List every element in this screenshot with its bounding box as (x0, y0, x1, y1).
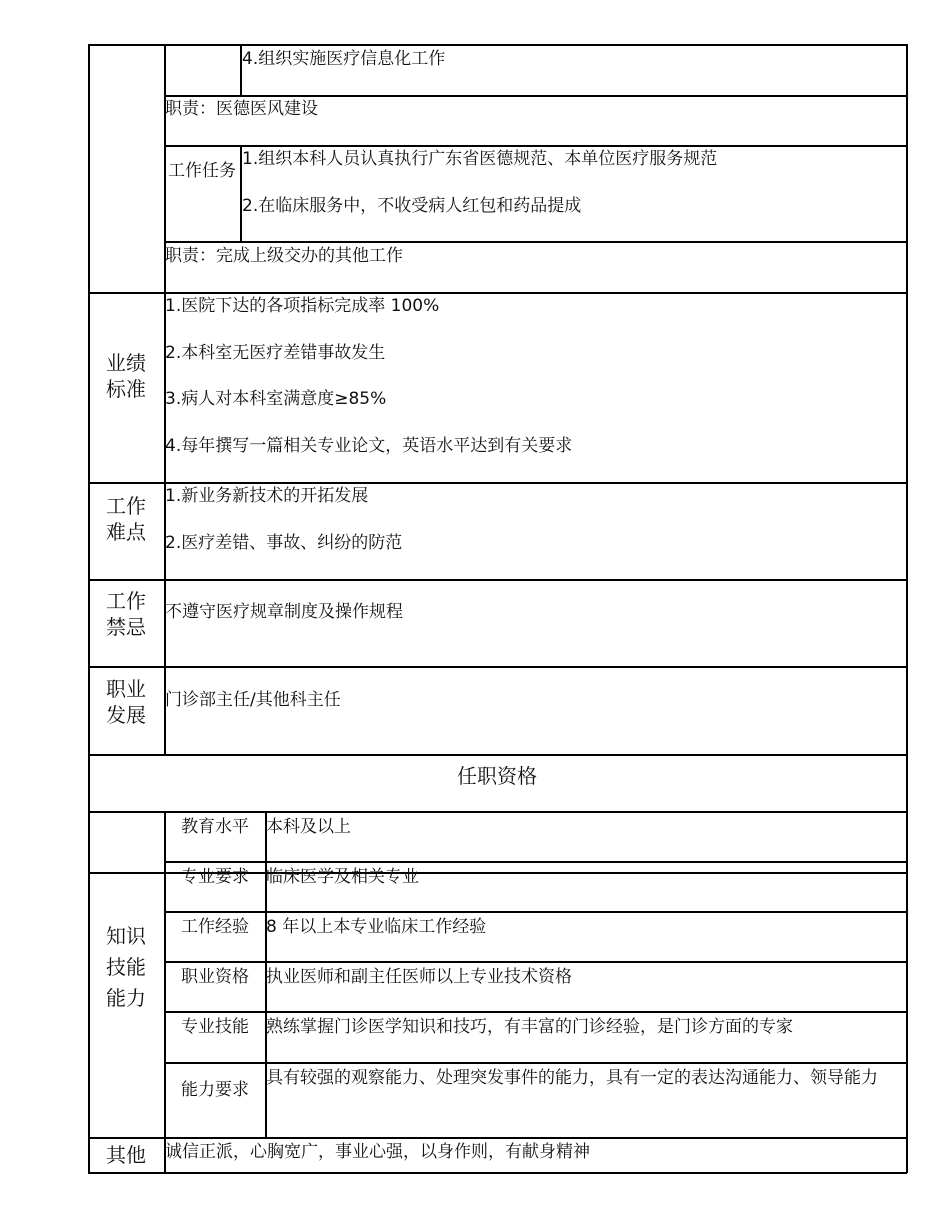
table-left-border-lower (88, 872, 90, 1173)
knowledge-row-divider (164, 861, 907, 863)
task-item: 4.组织实施医疗信息化工作 (242, 49, 446, 69)
duty-heading: 职责：医德医风建设 (165, 99, 318, 119)
knowledge-value: 具有较强的观察能力、处理突发事件的能力，具有一定的表达沟通能力、领导能力 (266, 1068, 878, 1088)
difficulties-label: 工作难点 (106, 494, 146, 544)
knowledge-key: 能力要求 (181, 1080, 249, 1100)
section-divider (88, 754, 907, 756)
row-divider (164, 95, 907, 97)
knowledge-value: 熟练掌握门诊医学知识和技巧，有丰富的门诊经验，是门诊方面的专家 (266, 1017, 793, 1037)
duty-heading: 职责：完成上级交办的其他工作 (165, 246, 403, 266)
task-label: 工作任务 (168, 161, 236, 181)
knowledge-value: 8 年以上本专业临床工作经验 (266, 917, 487, 937)
knowledge-key: 工作经验 (181, 917, 249, 937)
career-text: 门诊部主任/其他科主任 (165, 690, 341, 710)
knowledge-value: 本科及以上 (266, 817, 351, 837)
table-bottom-border-final (88, 1172, 907, 1174)
other-label: 其他 (106, 1143, 146, 1167)
difficulty-item: 1.新业务新技术的开拓发展 (165, 486, 369, 506)
section-divider (88, 579, 907, 581)
career-label: 职业发展 (106, 677, 146, 727)
row-divider (164, 241, 907, 243)
knowledge-value: 执业医师和副主任医师以上专业技术资格 (266, 967, 572, 987)
knowledge-key: 专业技能 (181, 1017, 249, 1037)
knowledge-value: 临床医学及相关专业 (266, 867, 419, 887)
table-right-border (906, 44, 908, 873)
difficulty-item: 2.医疗差错、事故、纠纷的防范 (165, 533, 403, 553)
taboos-text: 不遵守医疗规章制度及操作规程 (165, 602, 403, 622)
knowledge-key: 专业要求 (181, 867, 249, 887)
knowledge-key: 教育水平 (181, 817, 249, 837)
section-divider (88, 1137, 907, 1139)
knowledge-row-divider (164, 1011, 907, 1013)
knowledge-row-divider (164, 961, 907, 963)
section-divider (88, 482, 907, 484)
section-divider (88, 666, 907, 668)
section-divider (88, 292, 907, 294)
table-left-border (88, 44, 90, 873)
table-top-border (88, 44, 907, 46)
row-divider (164, 145, 907, 147)
other-text: 诚信正派，心胸宽广，事业心强，以身作则，有献身精神 (165, 1142, 590, 1162)
performance-item: 4.每年撰写一篇相关专业论文，英语水平达到有关要求 (165, 436, 573, 456)
performance-item: 1.医院下达的各项指标完成率 100% (165, 296, 440, 316)
table-right-border-lower (906, 872, 908, 1173)
task-item: 1.组织本科人员认真执行广东省医德规范、本单位医疗服务规范 (242, 149, 718, 169)
knowledge-row-divider (164, 911, 907, 913)
task-item: 2.在临床服务中，不收受病人红包和药品提成 (242, 196, 582, 216)
knowledge-label: 知识技能能力 (106, 924, 146, 1010)
performance-item: 2.本科室无医疗差错事故发生 (165, 343, 386, 363)
performance-label: 业绩标准 (106, 351, 146, 401)
qualification-header: 任职资格 (457, 764, 537, 788)
section-divider (88, 811, 907, 813)
taboos-label: 工作禁忌 (106, 589, 146, 639)
knowledge-row-divider (164, 1062, 907, 1064)
knowledge-key: 职业资格 (181, 967, 249, 987)
performance-item: 3.病人对本科室满意度≥85% (165, 389, 387, 409)
